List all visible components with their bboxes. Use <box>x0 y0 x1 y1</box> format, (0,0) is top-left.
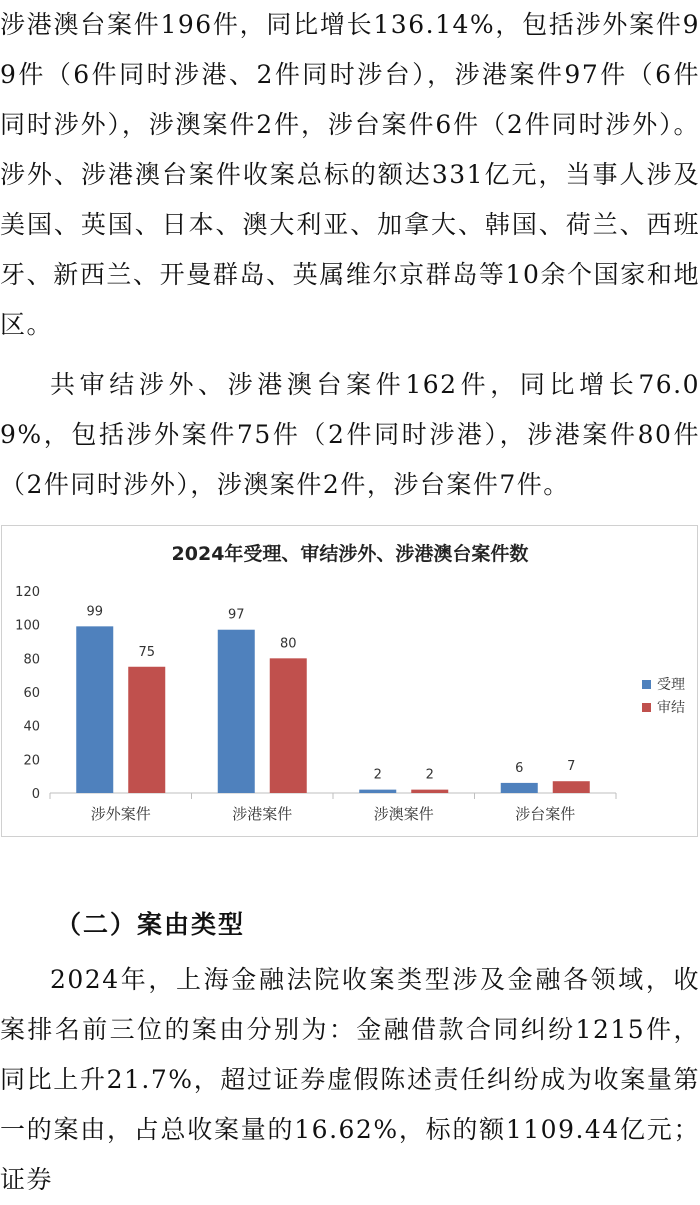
data-label: 7 <box>567 759 576 775</box>
bar-受理-涉港案件 <box>218 630 255 793</box>
paragraph-cases-accepted: 涉港澳台案件196件，同比增长136.14%，包括涉外案件99件（6件同时涉港、2件同时涉台），涉港案件97件（6件同时涉外），涉澳案件2件，涉台案件6件（2件同时涉外）。涉外、涉港澳台案件收案总标的额达331亿元，当事人涉及美国、英国、日本、澳大利亚、加拿大、韩国、荷兰、西班牙、新西兰、开曼群岛、英属维尔京群岛等10余个国家和地区。 <box>0 10 700 339</box>
bar-受理-涉外案件 <box>76 626 113 793</box>
y-tick-label: 40 <box>23 719 40 735</box>
bar-审结-涉港案件 <box>270 658 307 793</box>
bar-受理-涉澳案件 <box>359 790 396 793</box>
x-category-label: 涉澳案件 <box>373 805 434 823</box>
y-tick-label: 100 <box>15 618 40 634</box>
chart-svg <box>2 526 697 836</box>
data-label: 2 <box>425 767 434 783</box>
y-tick-label: 80 <box>23 652 40 668</box>
bar-审结-涉澳案件 <box>411 790 448 793</box>
bar-chart <box>1 525 698 837</box>
bar-审结-涉台案件 <box>553 781 590 793</box>
x-category-label: 涉外案件 <box>90 805 151 823</box>
y-tick-label: 0 <box>31 787 40 802</box>
data-label: 6 <box>515 760 524 776</box>
x-category-label: 涉港案件 <box>232 805 293 823</box>
y-tick-label: 120 <box>15 585 40 600</box>
legend-label: 受理 <box>657 677 685 693</box>
section-heading: （二）案由类型 <box>56 910 246 939</box>
y-tick-label: 60 <box>23 686 40 701</box>
paragraph-cases-concluded: 共审结涉外、涉港澳台案件162件，同比增长76.09%，包括涉外案件75件（2件同时涉港），涉港案件80件（2件同时涉外），涉澳案件2件，涉台案件7件。 <box>0 370 700 499</box>
data-label: 99 <box>86 604 104 620</box>
y-tick-label: 20 <box>23 753 40 769</box>
legend-label: 审结 <box>657 700 685 716</box>
data-label: 97 <box>227 607 245 623</box>
chart-title: 2024年受理、审结涉外、涉港澳台案件数 <box>171 543 529 565</box>
data-label: 80 <box>279 636 297 652</box>
legend-swatch <box>642 680 651 689</box>
data-label: 2 <box>373 767 382 783</box>
bar-审结-涉外案件 <box>128 667 165 793</box>
legend-swatch <box>642 703 651 712</box>
bar-受理-涉台案件 <box>501 783 538 793</box>
data-label: 75 <box>138 644 156 660</box>
paragraph-case-types: 2024年，上海金融法院收案类型涉及金融各领域，收案排名前三位的案由分别为：金融借款合同纠纷1215件，同比上升21.7%，超过证券虚假陈述责任纠纷成为收案量第一的案由，占总收案量的16.62%，标的额1109.44亿元；证券 <box>0 965 700 1194</box>
x-category-label: 涉台案件 <box>515 805 576 823</box>
